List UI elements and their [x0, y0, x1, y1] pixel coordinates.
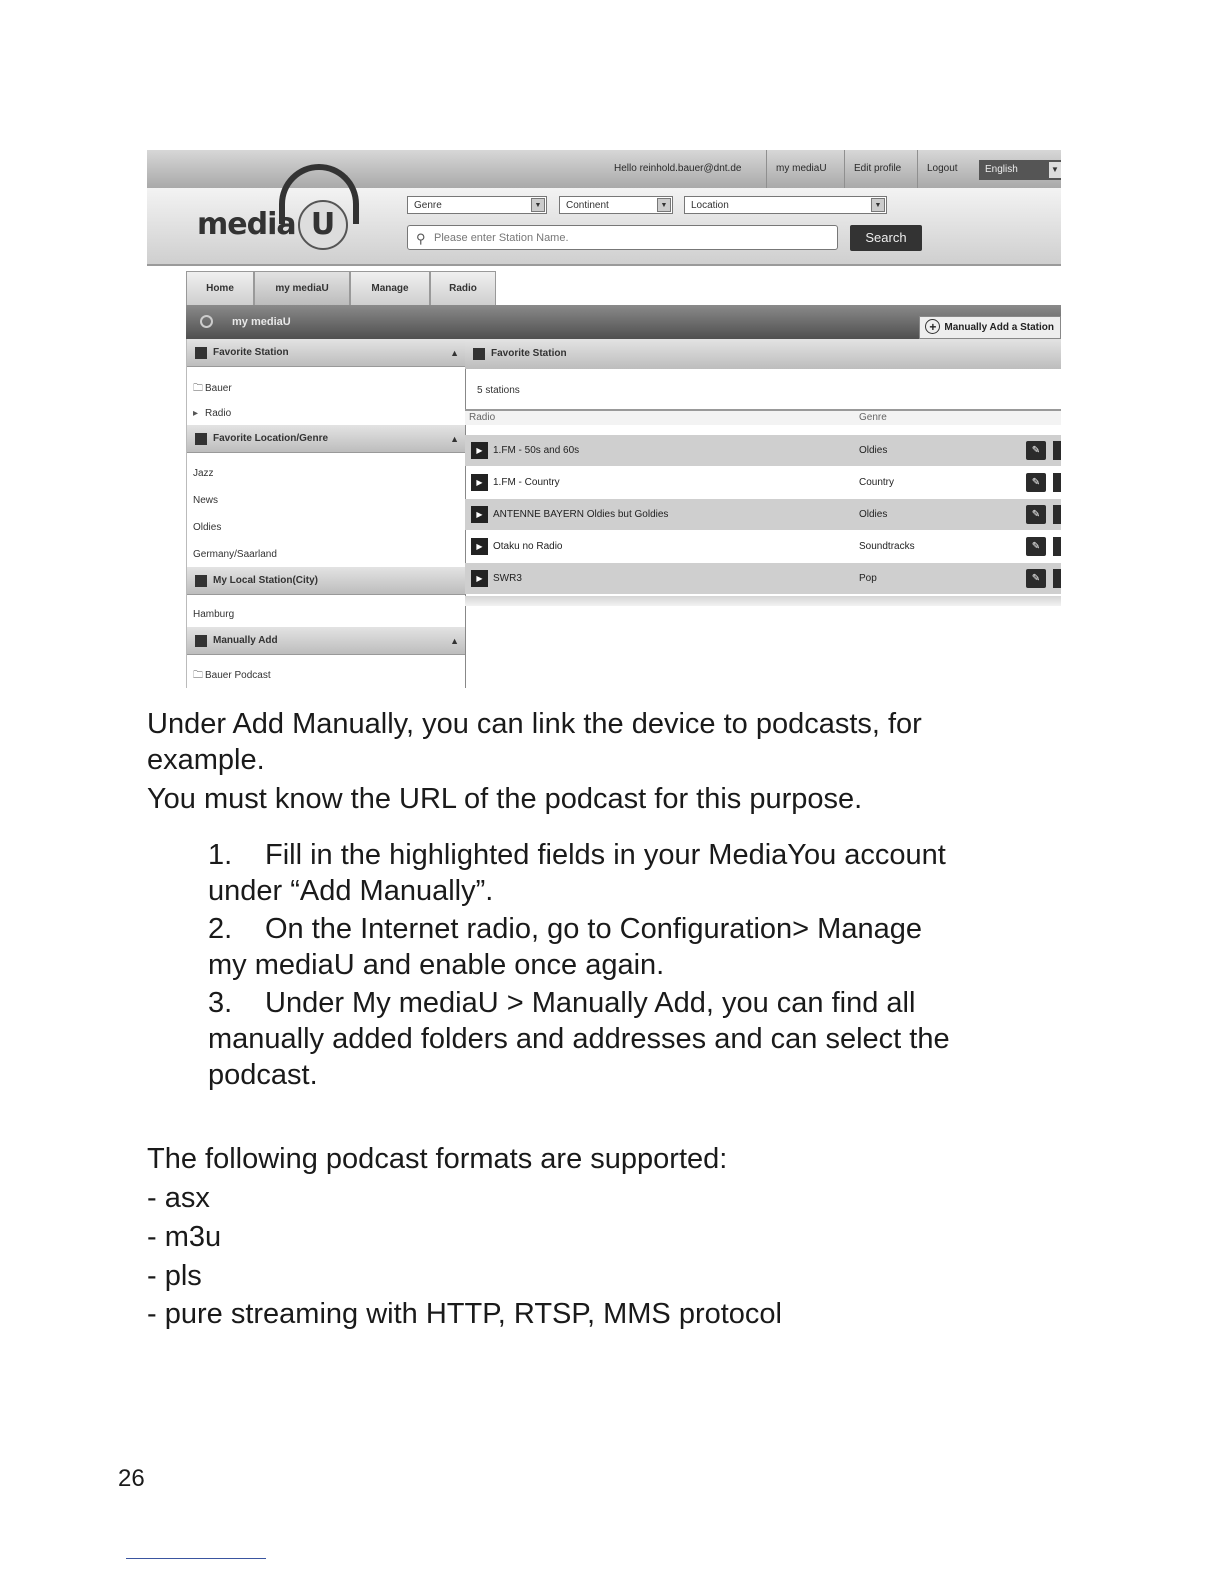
sidebar-item-jazz[interactable]: Jazz [193, 468, 214, 479]
add-station-label: Manually Add a Station [944, 322, 1054, 333]
collapse-arrow-icon[interactable]: ▲ [450, 636, 459, 646]
table-header [465, 409, 1061, 425]
section-title: Favorite Location/Genre [213, 433, 329, 444]
table-row[interactable] [465, 531, 1061, 562]
step-text: On the Internet radio, go to Configuration> Manage [265, 913, 922, 945]
panel-header [465, 339, 1061, 369]
folder-icon: 🗀 [193, 670, 203, 681]
column-radio: Radio [469, 412, 496, 423]
station-genre: Oldies [859, 509, 888, 520]
step-number: 2. [208, 913, 233, 945]
column-genre: Genre [859, 412, 887, 423]
location-select-value: Location [691, 200, 729, 211]
chevron-down-icon: ▼ [1049, 162, 1061, 178]
sidebar-item-bauer[interactable] [193, 381, 232, 398]
delete-icon[interactable] [1053, 505, 1061, 524]
edit-icon[interactable]: ✎ [1026, 441, 1046, 460]
step-text: Under My mediaU > Manually Add, you can find all [265, 987, 916, 1019]
station-name: SWR3 [493, 573, 522, 584]
sidebar-item-radio[interactable] [193, 408, 231, 419]
search-icon: ⚲ [416, 231, 426, 246]
intro-line-3: You must know the URL of the podcast for this purpose. [147, 783, 863, 815]
delete-icon[interactable] [1053, 537, 1061, 556]
greeting-text: Hello reinhold.bauer@dnt.de [614, 163, 742, 174]
mediau-screenshot [147, 150, 1061, 688]
radio-icon [195, 347, 207, 359]
step-2 [208, 911, 1078, 947]
table-row[interactable] [465, 435, 1061, 466]
search-button[interactable]: Search [850, 225, 922, 251]
sidebar [186, 339, 466, 688]
tab-home[interactable]: Home [186, 271, 254, 305]
tab-my-mediau[interactable]: my mediaU [254, 271, 350, 305]
collapse-arrow-icon[interactable]: ▲ [450, 348, 459, 358]
sidebar-section-favorite-location-genre[interactable] [187, 425, 465, 453]
table-row[interactable] [465, 467, 1061, 498]
footer-rule [126, 1558, 266, 1559]
intro-line-2: example. [147, 744, 265, 776]
my-mediau-link[interactable]: my mediaU [766, 150, 836, 188]
table-row[interactable] [465, 563, 1061, 594]
step-text: Fill in the highlighted fields in your MediaYou account [265, 839, 946, 871]
play-icon[interactable]: ▶ [471, 570, 488, 587]
delete-icon[interactable] [1053, 473, 1061, 492]
station-name: Otaku no Radio [493, 541, 563, 552]
station-search-input[interactable] [407, 225, 838, 250]
format-item: - pure streaming with HTTP, RTSP, MMS protocol [147, 1298, 782, 1330]
genre-select[interactable] [407, 196, 547, 214]
logo-u: U [298, 200, 348, 250]
continent-select-value: Continent [566, 200, 609, 211]
step-number: 3. [208, 987, 233, 1019]
station-genre: Oldies [859, 445, 888, 456]
tab-manage[interactable]: Manage [350, 271, 430, 305]
station-name: ANTENNE BAYERN Oldies but Goldies [493, 509, 669, 520]
section-title: Favorite Station [213, 347, 289, 358]
station-name: 1.FM - Country [493, 477, 560, 488]
step-3-cont: manually added folders and addresses and can select the [208, 1023, 950, 1055]
station-count: 5 stations [477, 385, 520, 396]
formats-heading: The following podcast formats are supported: [147, 1143, 728, 1175]
chevron-down-icon: ▼ [657, 198, 671, 212]
plus-icon: + [925, 319, 940, 334]
step-2-cont: my mediaU and enable once again. [208, 949, 665, 981]
tab-radio[interactable]: Radio [430, 271, 496, 305]
format-item: - m3u [147, 1221, 222, 1253]
delete-icon[interactable] [1053, 441, 1061, 460]
format-item: - asx [147, 1182, 210, 1214]
sidebar-item-news[interactable]: News [193, 495, 219, 506]
intro-line-1: Under Add Manually, you can link the device to podcasts, for [147, 708, 922, 740]
radio-icon [195, 635, 207, 647]
sidebar-item-germany-saarland[interactable]: Germany/Saarland [193, 549, 277, 560]
mediau-icon [200, 315, 213, 328]
step-3 [208, 985, 1078, 1021]
edit-icon[interactable]: ✎ [1026, 473, 1046, 492]
table-row[interactable] [465, 499, 1061, 530]
radio-icon [195, 433, 207, 445]
sidebar-item-oldies[interactable]: Oldies [193, 522, 222, 533]
table-footer [465, 596, 1061, 606]
step-1-cont: under “Add Manually”. [208, 875, 494, 907]
radio-icon [195, 575, 207, 587]
continent-select[interactable] [559, 196, 673, 214]
location-select[interactable] [684, 196, 887, 214]
section-title: My Local Station(City) [213, 575, 319, 586]
logo-text: media [197, 207, 296, 242]
favorite-station-panel [465, 339, 1061, 688]
sidebar-item-label: Radio [205, 408, 232, 419]
my-mediau-title: my mediaU [232, 316, 291, 328]
edit-icon[interactable]: ✎ [1026, 569, 1046, 588]
station-name: 1.FM - 50s and 60s [493, 445, 580, 456]
step-3-cont-2: podcast. [208, 1059, 318, 1091]
sidebar-section-favorite-station[interactable] [187, 339, 465, 367]
section-title: Manually Add [213, 635, 278, 646]
radio-icon [473, 348, 485, 360]
edit-icon[interactable]: ✎ [1026, 537, 1046, 556]
play-icon[interactable]: ▶ [471, 442, 488, 459]
search-placeholder: Please enter Station Name. [434, 232, 569, 244]
language-select[interactable] [979, 160, 1061, 180]
play-icon: ▸ [193, 408, 199, 419]
sidebar-item-label: Bauer [205, 383, 232, 394]
play-icon[interactable]: ▶ [471, 538, 488, 555]
panel-title: Favorite Station [491, 348, 567, 359]
my-mediau-bar [186, 305, 1061, 339]
sidebar-item-bauer-podcast[interactable] [193, 668, 271, 685]
play-icon[interactable]: ▶ [471, 506, 488, 523]
chevron-down-icon: ▼ [871, 198, 885, 212]
format-item: - pls [147, 1260, 202, 1292]
chevron-down-icon: ▼ [531, 198, 545, 212]
edit-profile-link[interactable]: Edit profile [844, 150, 910, 188]
logout-link[interactable]: Logout [917, 150, 967, 188]
language-value: English [985, 164, 1018, 175]
step-1 [208, 837, 1078, 873]
edit-icon[interactable]: ✎ [1026, 505, 1046, 524]
page-number: 26 [118, 1465, 145, 1492]
folder-icon: 🗀 [193, 383, 203, 394]
sidebar-item-hamburg[interactable]: Hamburg [193, 609, 235, 620]
sidebar-section-manually-add[interactable] [187, 627, 465, 655]
play-icon[interactable]: ▶ [471, 474, 488, 491]
sidebar-item-label: Bauer Podcast [205, 670, 271, 681]
station-genre: Country [859, 477, 895, 488]
mediau-logo[interactable] [197, 200, 348, 250]
step-number: 1. [208, 839, 233, 871]
delete-icon[interactable] [1053, 569, 1061, 588]
genre-select-value: Genre [414, 200, 442, 211]
sidebar-section-my-local-station[interactable] [187, 567, 465, 595]
manually-add-station-button[interactable] [919, 316, 1061, 339]
collapse-arrow-icon[interactable]: ▲ [450, 434, 459, 444]
station-genre: Soundtracks [859, 541, 915, 552]
station-genre: Pop [859, 573, 877, 584]
